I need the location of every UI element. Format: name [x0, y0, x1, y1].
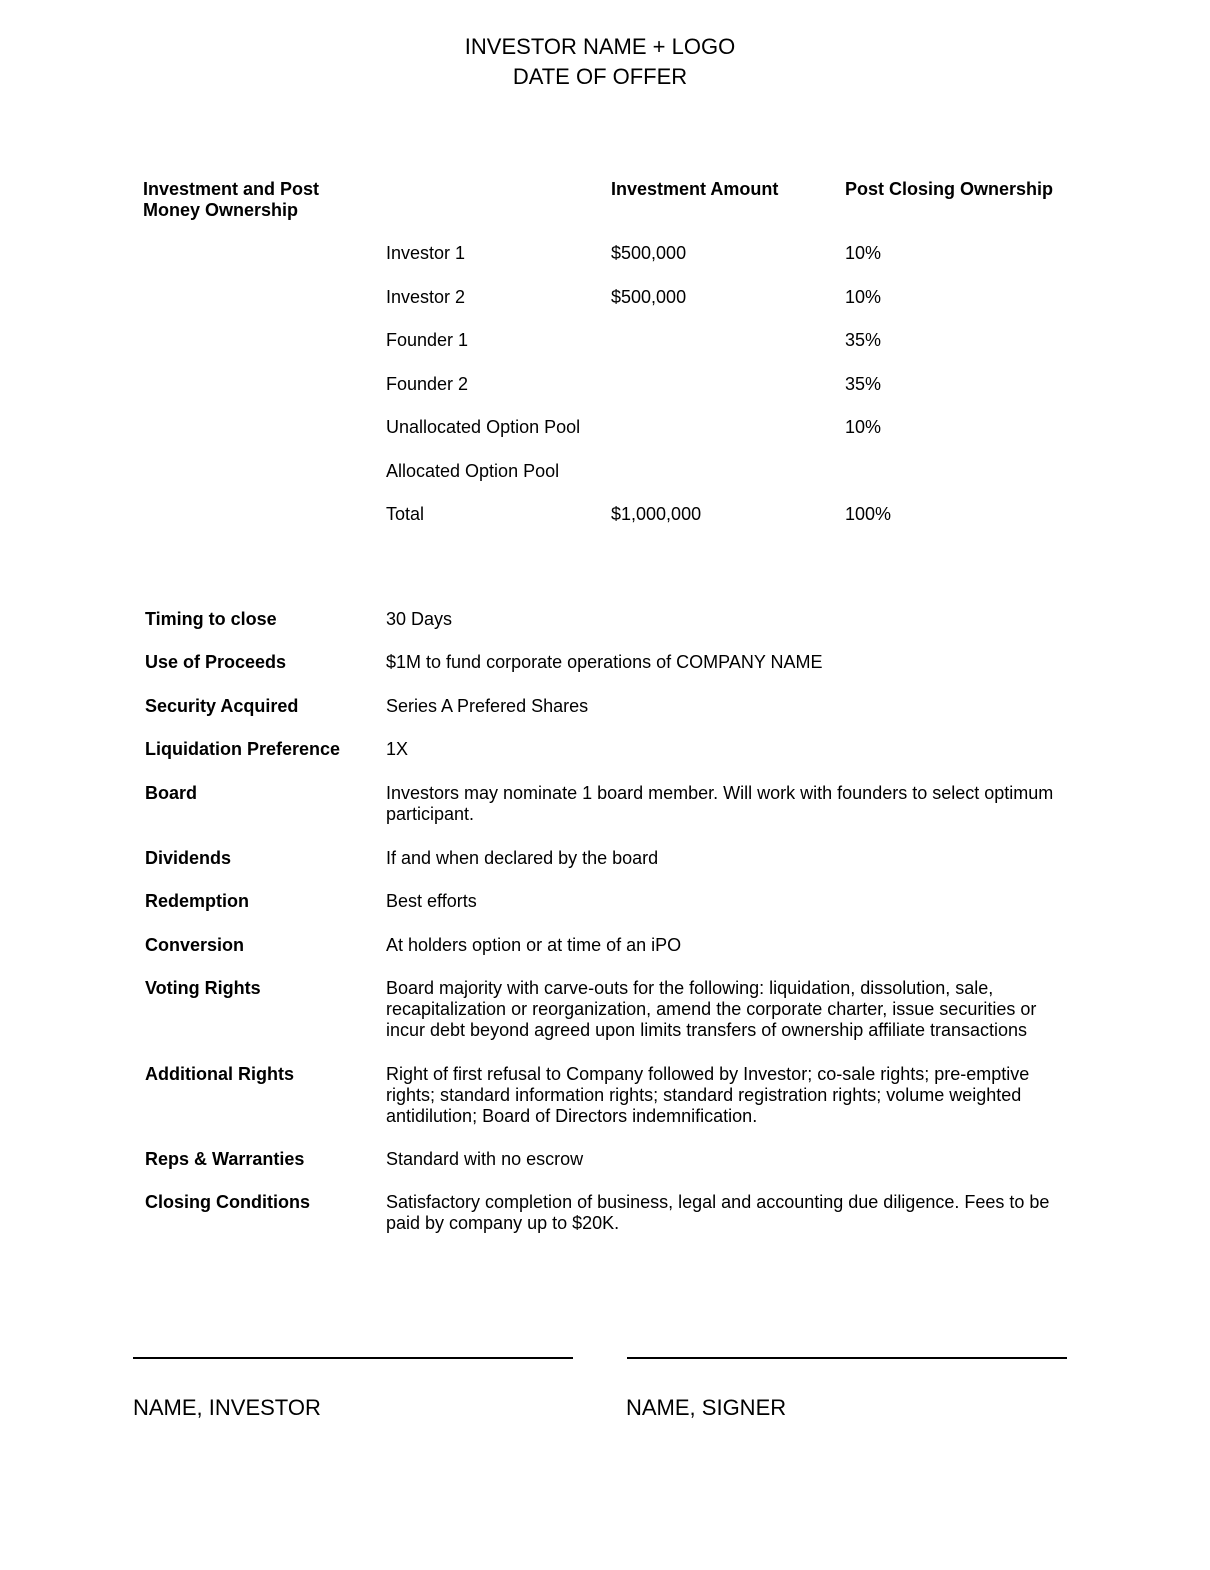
investor-name-logo: INVESTOR NAME + LOGO [464, 34, 736, 59]
holder-name: Allocated Option Pool [386, 460, 560, 481]
term-value: Right of first refusal to Company followed by Investor; co-sale rights; pre-emptive rights; standard information rights; standard registration rights; volume weighted antidilution; Board of Directors indemnification. [386, 1064, 1030, 1126]
ownership-percent: 100% [845, 504, 892, 524]
investor-signature-name: NAME, INVESTOR [133, 1395, 321, 1420]
investment-amount: $500,000 [611, 286, 687, 307]
ownership-percent: 10% [845, 417, 882, 437]
investor-signature-line [133, 1357, 573, 1359]
holder-name: Founder 1 [386, 330, 469, 350]
term-value: 30 Days [386, 609, 453, 629]
term-label: Liquidation Preference [145, 739, 341, 759]
ownership-section-title: Investment and Post Money Ownership [143, 179, 320, 220]
term-label: Board [145, 783, 198, 803]
term-value: Satisfactory completion of business, legal and accounting due diligence. Fees to be paid by company up to $20K. [386, 1192, 1050, 1233]
term-value: Series A Prefered Shares [386, 696, 589, 716]
ownership-percent: 10% [845, 286, 882, 307]
investment-amount-header: Investment Amount [611, 179, 779, 199]
term-label: Conversion [145, 935, 245, 955]
term-value: Board majority with carve-outs for the following: liquidation, dissolution, sale, recapitalization or reorganization, amend the corporate charter, issue securities or incur debt beyond agreed upon limits transfers of ownership affiliate transactions [386, 978, 1037, 1040]
holder-name: Total [386, 504, 425, 524]
term-value: Investors may nominate 1 board member. Will work with founders to select optimum participant. [386, 783, 1054, 824]
term-value: $1M to fund corporate operations of COMPANY NAME [386, 652, 823, 672]
holder-name: Investor 1 [386, 243, 466, 263]
term-value: Standard with no escrow [386, 1149, 584, 1169]
term-label: Closing Conditions [145, 1192, 310, 1212]
date-of-offer: DATE OF OFFER [512, 64, 688, 89]
term-label: Security Acquired [145, 696, 299, 716]
term-label: Voting Rights [145, 978, 261, 998]
ownership-percent: 35% [845, 373, 882, 394]
term-value: If and when declared by the board [386, 848, 659, 868]
term-label: Dividends [145, 848, 232, 868]
term-label: Use of Proceeds [145, 652, 287, 672]
holder-name: Founder 2 [386, 373, 469, 394]
investment-amount: $1,000,000 [611, 504, 702, 524]
term-value: 1X [386, 739, 409, 759]
post-closing-ownership-header: Post Closing Ownership [845, 179, 1054, 199]
term-label: Additional Rights [145, 1064, 294, 1084]
term-label: Timing to close [145, 609, 277, 629]
holder-name: Investor 2 [386, 286, 466, 307]
investment-amount: $500,000 [611, 243, 687, 263]
term-value: Best efforts [386, 891, 477, 911]
term-label: Redemption [145, 891, 250, 911]
signer-signature-line [627, 1357, 1067, 1359]
signer-signature-name: NAME, SIGNER [626, 1395, 787, 1420]
term-label: Reps & Warranties [145, 1149, 305, 1169]
term-value: At holders option or at time of an iPO [386, 935, 682, 955]
ownership-percent: 10% [845, 243, 882, 263]
ownership-percent: 35% [845, 330, 882, 350]
holder-name: Unallocated Option Pool [386, 417, 581, 437]
